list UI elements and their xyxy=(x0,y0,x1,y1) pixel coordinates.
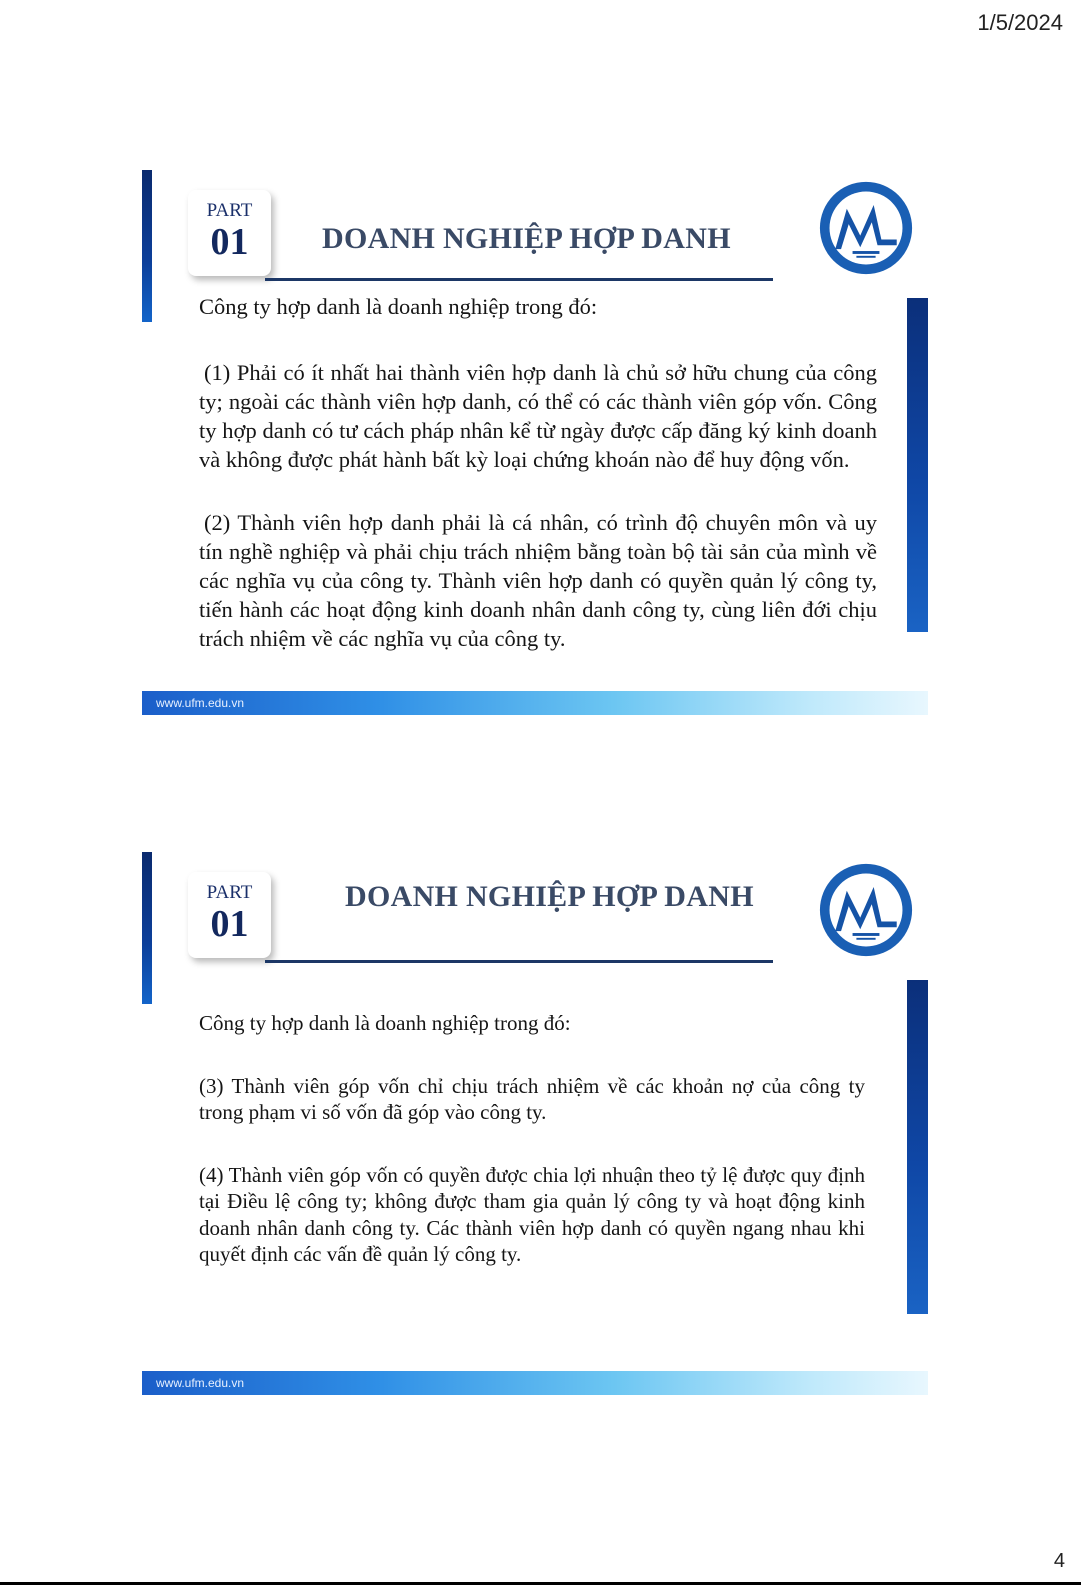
ufm-logo-icon xyxy=(818,180,914,276)
paragraph-2: (2) Thành viên hợp danh phải là cá nhân, có trình độ chuyên môn và uy tín nghề nghiệp và phải chịu trách nhiệm bằng toàn bộ tài sản của mình về các nghĩa vụ của công ty. Thành viên hợp danh có quyền quản lý công ty, tiến hành các hoạt động kinh doanh nhân danh công ty, cùng liên đới chịu trách nhiệm về các nghĩa vụ của công ty. xyxy=(199,510,877,651)
footer-strip xyxy=(142,691,928,715)
right-accent-bar xyxy=(907,980,928,1314)
slide-content xyxy=(199,292,877,687)
title-underline xyxy=(265,278,773,281)
left-accent-bar xyxy=(142,852,152,1004)
paragraph-1: (1) Phải có ít nhất hai thành viên hợp danh là chủ sở hữu chung của công ty; ngoài các thành viên hợp danh, có thể có các thành viên góp vốn. Công ty hợp danh có tư cách pháp nhân kể từ ngày được cấp đăng ký kinh doanh và không được phát hành bất kỳ loại chứng khoán nào để huy động vốn. xyxy=(199,360,877,472)
paragraph-3: (3) Thành viên góp vốn chỉ chịu trách nhiệm về các khoản nợ của công ty trong phạm vi số vốn đã góp vào công ty. xyxy=(199,1073,865,1124)
part-label: PART xyxy=(206,882,253,903)
intro-text: Công ty hợp danh là doanh nghiệp trong đó: xyxy=(199,294,598,319)
slide-content xyxy=(199,1010,865,1304)
slide-2 xyxy=(142,852,942,1402)
page-number: 4 xyxy=(1053,1550,1065,1572)
part-number: 01 xyxy=(210,903,249,945)
right-accent-bar xyxy=(907,298,928,632)
part-number: 01 xyxy=(210,221,249,263)
website-url: www.ufm.edu.vn xyxy=(156,696,245,710)
left-accent-bar xyxy=(142,170,152,322)
footer-strip xyxy=(142,1371,928,1395)
slide-title: DOANH NGHIỆP HỢP DANH xyxy=(345,880,754,913)
part-badge xyxy=(188,872,271,958)
page-date: 1/5/2024 xyxy=(977,10,1063,35)
part-label: PART xyxy=(206,200,253,221)
slide-1 xyxy=(142,170,942,720)
paragraph-4: (4) Thành viên góp vốn có quyền được chia lợi nhuận theo tỷ lệ được quy định tại Điều lệ công ty; không được tham gia quản lý công ty và hoạt động kinh doanh nhân danh công ty. Các thành viên hợp danh có quyền ngang nhau khi quyết định các vấn đề quản lý công ty. xyxy=(199,1162,865,1266)
intro-text: Công ty hợp danh là doanh nghiệp trong đó: xyxy=(199,1011,571,1035)
slide-title: DOANH NGHIỆP HỢP DANH xyxy=(322,222,731,255)
website-url: www.ufm.edu.vn xyxy=(156,1376,245,1390)
part-badge xyxy=(188,190,271,276)
title-underline xyxy=(265,960,773,963)
ufm-logo-icon xyxy=(818,862,914,958)
